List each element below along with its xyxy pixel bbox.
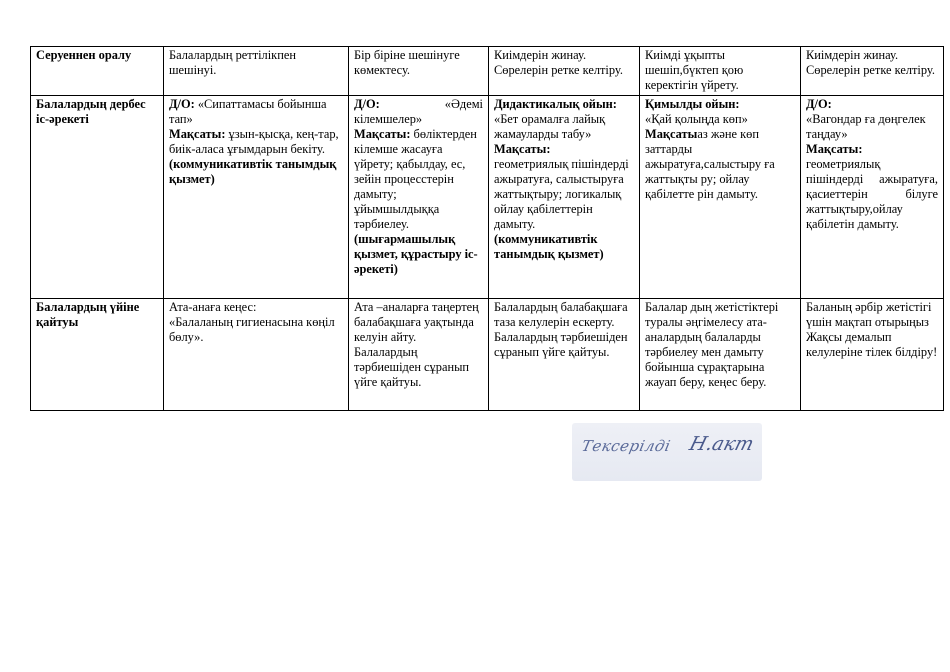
cell-paragraph: Мақсаты: геометриялық пішіндерді ажыратуға, қасиеттерін білуге жаттықтыру,ойлау қабілетін дамыту. [806,142,938,231]
row-header: Серуеннен оралу [31,47,164,96]
cell-paragraph: Балалардың тәрбиешіден сұранып үйге қайтуы. [494,330,628,359]
schedule-table [30,46,944,411]
table-cell [801,299,944,411]
cell-paragraph: Мақсатыаз және көп заттарды ажыратуға,салыстыру ға жаттықты ру; ойлау қабілетте рін дамыту. [645,127,775,201]
cell-paragraph: Балалардың реттілікпен шешінуі. [169,48,296,77]
signature-stamp [572,423,762,481]
cell-paragraph: Мақсаты: бөліктерден кілемше жасауға үйрету; қабылдау, ес, зейін процесстерін дамыту; ұйымшылдыққа тәрбиелеу. [354,127,477,231]
table-cell [349,47,489,96]
table-cell [164,299,349,411]
table-cell [164,47,349,96]
table-cell [801,47,944,96]
row-header: Балалардың дербес іс-әрекеті [31,96,164,299]
cell-paragraph: (коммуникативтік танымдық қызмет) [169,157,337,186]
cell-paragraph: (коммуникативтік танымдық қызмет) [494,232,604,261]
cell-paragraph: Киімдерін жинау. Сөрелерін ретке келтіру. [494,48,623,77]
signature-text: Тексерілді [580,437,673,455]
table-cell [489,299,640,411]
table-row [31,299,944,411]
signature-mark: Н.акт [687,433,757,455]
table-cell [164,96,349,299]
cell-paragraph: (шығармашылық қызмет, құрастыру іс-әрекеті) [354,232,478,276]
cell-paragraph: Киімдерін жинау. Сөрелерін ретке келтіру. [806,48,935,77]
cell-paragraph: Киімді ұқыпты шешіп,бүктеп қою керектігін үйрету. [645,48,744,92]
table-cell [349,96,489,299]
cell-paragraph: Балалар дың жетістіктері туралы әңгімелесу ата-аналардың балаларды тәрбиелеу мен дамыту бойынша сұрақтарына жауап беру, кеңес беру. [645,300,779,389]
cell-paragraph: Ата-анаға кеңес: [169,300,257,314]
cell-paragraph: Қимылды ойын: [645,97,740,111]
cell-paragraph: «Бет орамалға лайық жамауларды табу» [494,112,606,141]
cell-paragraph: Жақсы демалып келулеріне тілек білдіру! [806,330,938,359]
cell-paragraph: Ата –аналарға таңертең балабақшаға уақтында келуін айту. [354,300,479,344]
table-cell [801,96,944,299]
table-cell [640,47,801,96]
table-cell [640,96,801,299]
cell-paragraph: Дидактикалық ойын: [494,97,617,111]
cell-paragraph: Балалардың балабақшаға таза келулерін ескерту. [494,300,628,329]
cell-paragraph: Д/О: [806,97,832,111]
row-header: Балалардың үйіне қайтуы [31,299,164,411]
table-cell [489,96,640,299]
table-cell [640,299,801,411]
cell-paragraph: Мақсаты: [494,142,551,156]
cell-paragraph: Балалардың тәрбиешіден сұранып үйге қайтуы. [354,345,470,389]
table-row [31,47,944,96]
cell-paragraph: геометриялық пішіндерді ажыратуға, салыстыруға жаттықтыру; логикалық ойлау қабілеттерін дамыту. [494,157,629,231]
cell-paragraph: «Балаланың гигиенасына көңіл бөлу». [169,315,335,344]
cell-paragraph: «Вагондар ға дөңгелек таңдау» [806,112,926,141]
cell-paragraph: Баланың әрбір жетістігі үшін мақтап отырыңыз [806,300,932,329]
table-cell [489,47,640,96]
cell-paragraph: Мақсаты: ұзын-қысқа, кең-тар, биік-аласа ұғымдарын бекіту. [169,127,339,156]
cell-paragraph: «Қай қолыңда көп» [645,112,748,126]
table-cell [349,299,489,411]
cell-paragraph: Бір біріне шешінуге көмектесу. [354,48,460,77]
cell-paragraph: Д/О: «Сипаттамасы бойынша тап» [169,97,327,126]
table-row [31,96,944,299]
cell-paragraph: Д/О: «Әдемі кілемшелер» [354,97,483,126]
